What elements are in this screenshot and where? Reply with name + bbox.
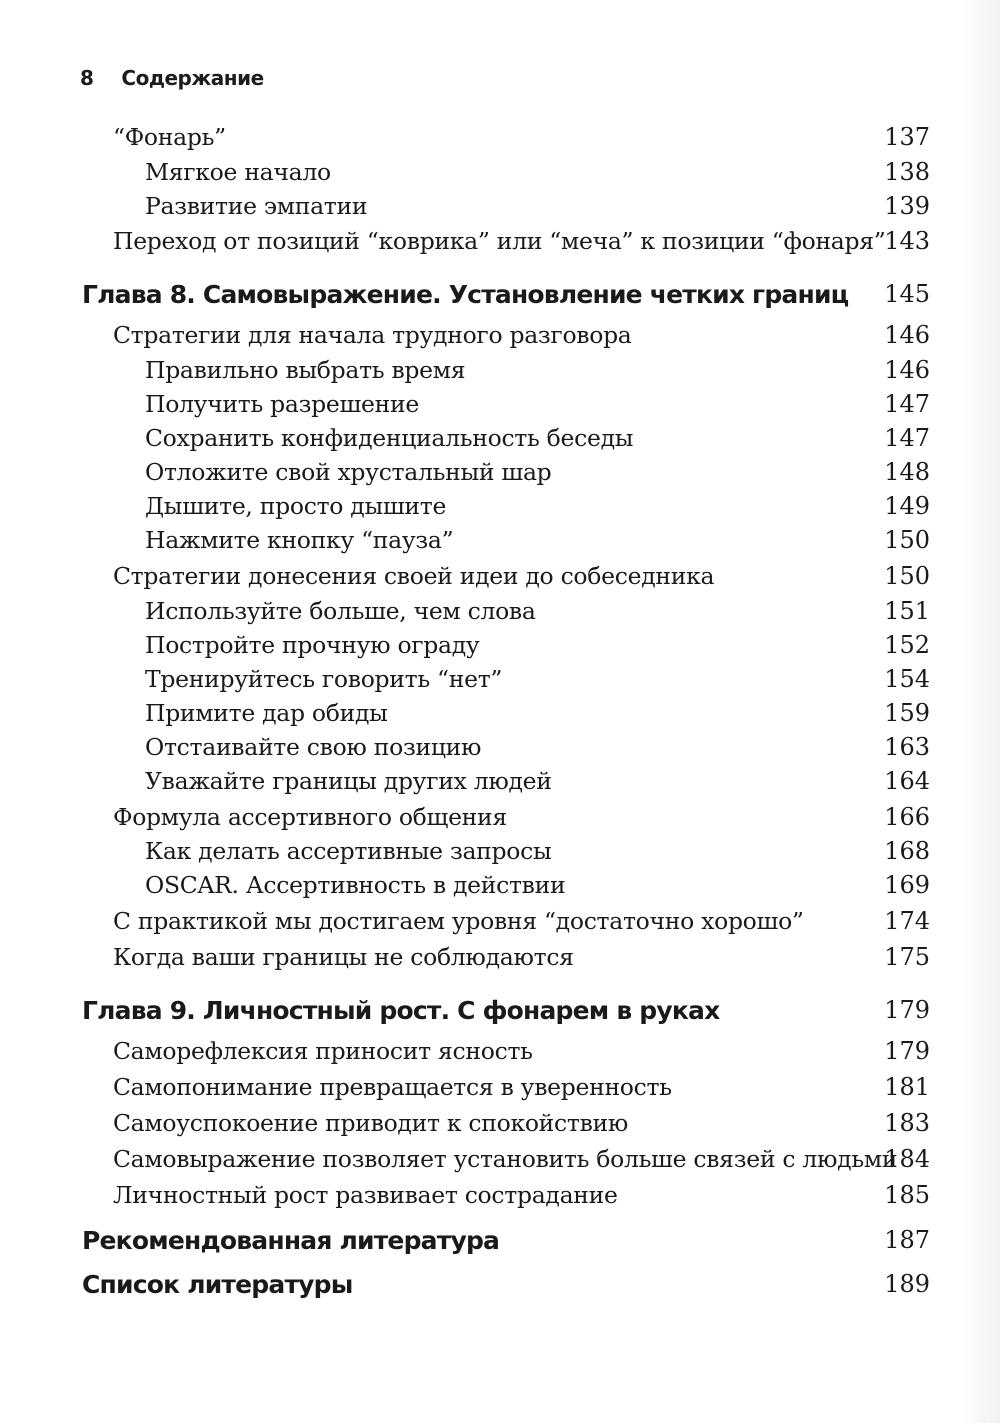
toc-entry-page-number: 154	[884, 665, 930, 693]
toc-entry-page-number: 169	[884, 871, 930, 899]
toc-entry-page-number: 139	[884, 192, 930, 220]
toc-entry-page-number: 185	[884, 1181, 930, 1209]
toc-entry-title: Примите дар обиды	[145, 699, 388, 727]
toc-entry-page-number: 187	[884, 1226, 930, 1254]
toc-entry-page-number: 149	[884, 492, 930, 520]
toc-entry-title: Тренируйтесь говорить “нет”	[145, 665, 503, 693]
toc-entry-title: Саморефлексия приносит ясность	[113, 1037, 533, 1065]
toc-entry-title: Самовыражение позволяет установить больше связей с людьми	[113, 1145, 898, 1173]
toc-entry-page-number: 179	[884, 1037, 930, 1065]
toc-entry-title: Дышите, просто дышите	[145, 492, 447, 520]
toc-entry-title: Переход от позиций “коврика” или “меча” к позиции “фонаря”	[113, 227, 886, 255]
toc-entry-page-number: 146	[884, 356, 930, 384]
toc-entry-title: Отстаивайте свою позицию	[145, 733, 482, 761]
toc-entry-page-number: 179	[884, 996, 930, 1024]
toc-entry-title: Уважайте границы других людей	[145, 767, 552, 795]
toc-entry-title: Личностный рост развивает сострадание	[113, 1181, 618, 1209]
toc-entry-page-number: 151	[884, 597, 930, 625]
toc-entry-page-number: 168	[884, 837, 930, 865]
toc-entry-title: Самопонимание превращается в уверенность	[113, 1073, 672, 1101]
toc-entry-page-number: 138	[884, 158, 930, 186]
toc-entry-page-number: 183	[884, 1109, 930, 1137]
toc-entry-title: Глава 8. Самовыражение. Установление четких границ	[82, 280, 849, 309]
toc-entry-title: Как делать ассертивные запросы	[145, 837, 552, 865]
toc-entry-title: Список литературы	[82, 1270, 353, 1299]
toc-entry-title: С практикой мы достигаем уровня “достаточно хорошо”	[113, 907, 804, 935]
toc-entry-page-number: 175	[884, 943, 930, 971]
toc-entry-page-number: 164	[884, 767, 930, 795]
toc-entry-page-number: 145	[884, 280, 930, 308]
toc-entry-title: Отложите свой хрустальный шар	[145, 458, 552, 486]
toc-entry-page-number: 137	[884, 123, 930, 151]
toc-entry-title: Развитие эмпатии	[145, 192, 368, 220]
running-head-section: Содержание	[121, 66, 264, 90]
toc-entry-title: Когда ваши границы не соблюдаются	[113, 943, 574, 971]
toc-entry-page-number: 159	[884, 699, 930, 727]
toc-entry-title: Формула ассертивного общения	[113, 803, 507, 831]
toc-entry-title: Нажмите кнопку “пауза”	[145, 526, 454, 554]
running-head-page-number: 8	[80, 66, 94, 90]
toc-entry-title: Рекомендованная литература	[82, 1226, 500, 1255]
toc-entry-page-number: 150	[884, 562, 930, 590]
toc-entry-page-number: 166	[884, 803, 930, 831]
toc-entry-title: Используйте больше, чем слова	[145, 597, 536, 625]
page-edge-shadow	[960, 0, 1000, 1423]
toc-entry-page-number: 163	[884, 733, 930, 761]
toc-entry-title: Стратегии для начала трудного разговора	[113, 321, 632, 349]
toc-entry-title: Постройте прочную ограду	[145, 631, 480, 659]
toc-entry-title: “Фонарь”	[113, 123, 226, 151]
toc-entry-title: Мягкое начало	[145, 158, 331, 186]
toc-entry-page-number: 146	[884, 321, 930, 349]
toc-entry-title: Сохранить конфиденциальность беседы	[145, 424, 634, 452]
toc-entry-title: Правильно выбрать время	[145, 356, 466, 384]
toc-entry-page-number: 184	[884, 1145, 930, 1173]
toc-entry-page-number: 152	[884, 631, 930, 659]
toc-entry-page-number: 150	[884, 526, 930, 554]
toc-entry-page-number: 181	[884, 1073, 930, 1101]
toc-entry-title: Самоуспокоение приводит к спокойствию	[113, 1109, 629, 1137]
toc-entry-page-number: 148	[884, 458, 930, 486]
toc-entry-page-number: 147	[884, 390, 930, 418]
toc-entry-page-number: 147	[884, 424, 930, 452]
toc-entry-title: Получить разрешение	[145, 390, 419, 418]
toc-entry-title: Стратегии донесения своей идеи до собеседника	[113, 562, 715, 590]
toc-entry-title: Глава 9. Личностный рост. С фонарем в руках	[82, 996, 720, 1025]
running-head	[80, 66, 264, 90]
toc-entry-page-number: 143	[884, 227, 930, 255]
toc-entry-page-number: 189	[884, 1270, 930, 1298]
toc-entry-page-number: 174	[884, 907, 930, 935]
toc-entry-title: OSCAR. Ассертивность в действии	[145, 871, 566, 899]
